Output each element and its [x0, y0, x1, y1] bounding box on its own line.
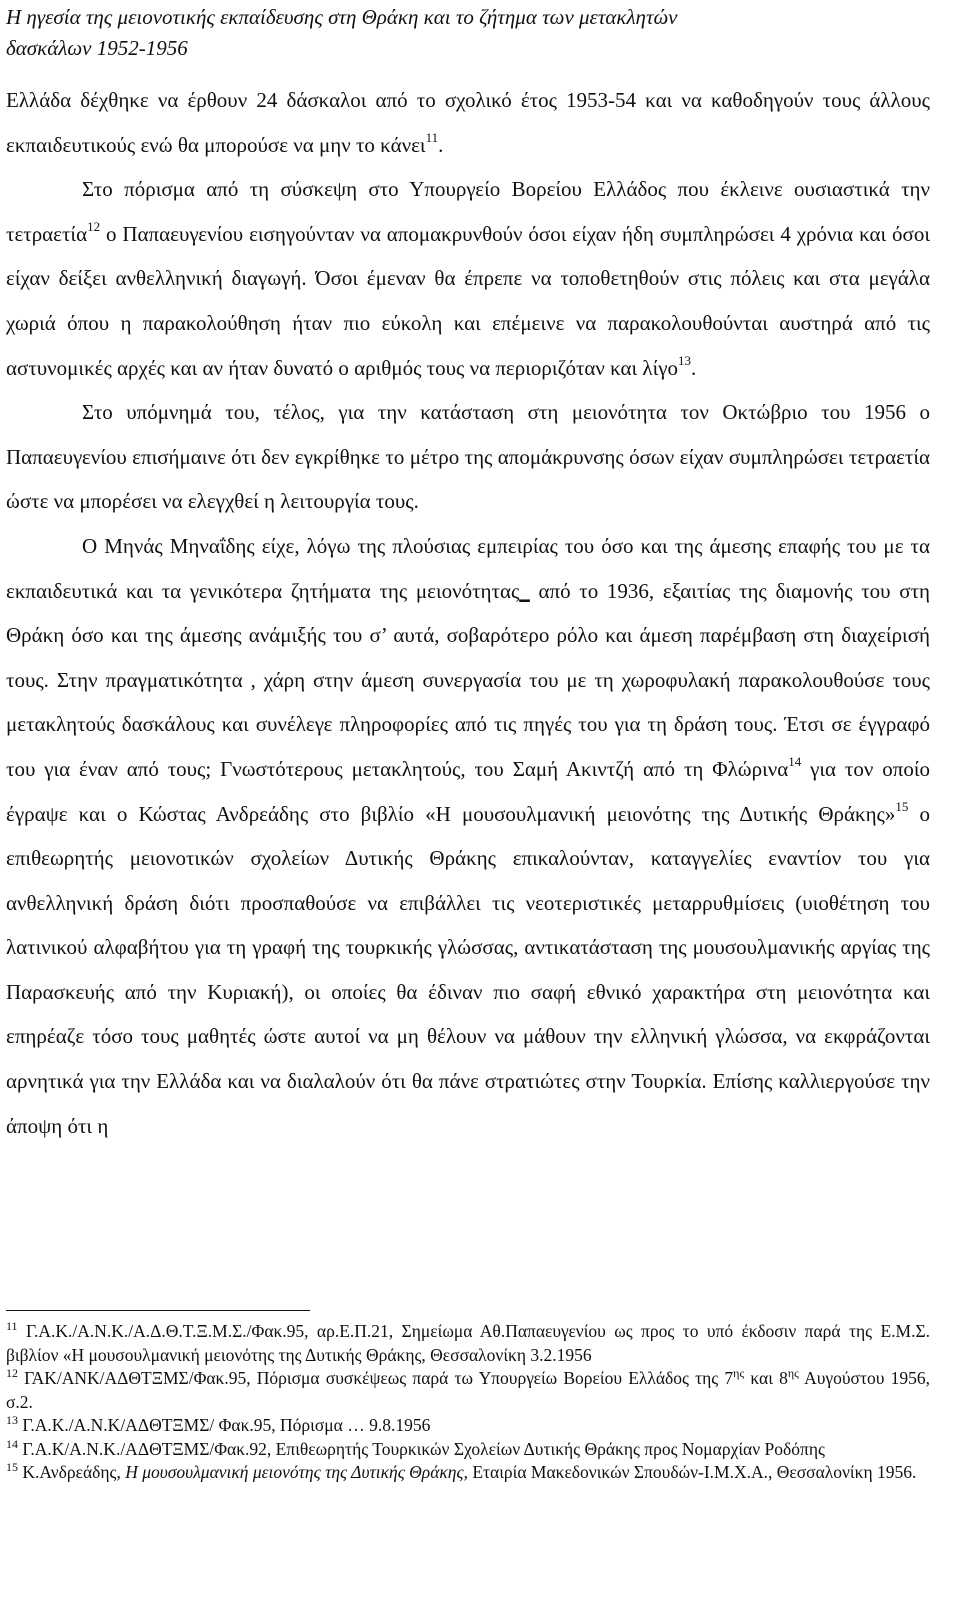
footnote-ref-14[interactable]: 14: [788, 753, 802, 769]
footnote-text: και 8: [744, 1368, 788, 1388]
paragraph-1-tail: .: [438, 132, 444, 157]
footnote-ref-15[interactable]: 15: [895, 798, 909, 814]
footnote-12: [6, 1367, 930, 1414]
paragraph-1: [6, 78, 930, 167]
paragraph-2: [6, 167, 930, 390]
footnotes: [6, 1320, 930, 1485]
footnote-ref-13[interactable]: 13: [678, 352, 692, 368]
paragraph-4-part-d: ο επιθεωρητής μειονοτικών σχολείων Δυτικής Θράκης επικαλούνταν, καταγγελίες εναντίον του για ανθελληνική δράση διότι προσπαθούσε να επιβάλλει τις νεοτεριστικές μεταρρυθμίσεις (υιοθέτηση του λατινικού αλφαβήτου για τη γραφή της τουρκικής γλώσσας, αντικατάσταση της μουσουλμανικής αργίας της Παρασκευής από την Κυριακή), οι οποίες θα έδιναν πιο σαφή εθνικό χαρακτήρα στη μειονότητα και επηρέαζε τόσο τους μαθητές ώστε αυτοί να μη θέλουν να μάθουν την ελληνική γλώσσα, να εκφράζονται αρνητικά για την Ελλάδα και να διαλαλούν ότι θα πάνε στρατιώτες στην Τουρκία. Επίσης καλλιεργούσε την άποψη ότι η: [6, 801, 931, 1138]
paragraph-3: Στο υπόμνημά του, τέλος, για την κατάσταση στη μειονότητα τον Οκτώβριο του 1956 ο Παπαευγενίου επισήμαινε ότι δεν εγκρίθηκε το μέτρο της απομάκρυνσης όσων είχαν συμπληρώσει τετραετία ώστε να μπορέσει να ελεγχθεί η λειτουργία τους.: [6, 400, 930, 514]
paragraph-4-part-c: για τον οποίο έγραψε και ο Κώστας Ανδρεάδης στο βιβλίο «Η μουσουλμανική μειονότης της Δυτικής Θράκης»: [6, 756, 930, 826]
footnote-number: 12: [6, 1366, 18, 1380]
footnote-text: Γ.Α.Κ/Α.Ν.Κ./ΑΔΘΤΞΜΣ/Φακ.92, Επιθεωρητής Τουρκικών Σχολείων Δυτικής Θράκης προς Νομαρχίαν Ροδόπης: [18, 1438, 825, 1459]
paragraph-4-part-b: από το 1936, εξαιτίας της διαμονής του στη Θράκη όσο και της άμεσης ανάμιξής του σ’ αυτά, σοβαρότερο ρόλο και άμεση παρέμβαση στη διαχείρισή τους. Στην πραγματικότητα , χάρη στην άμεση συνεργασία του με τη χωροφυλακή παρακολουθούσε τους μετακλητούς δασκάλους και συνέλεγε πληροφορίες από τις πηγές του για τη δράση τους. Έτσι σε έγγραφό του για έναν από τους; Γνωστότερους μετακλητούς, του Σαμή Ακιντζή από τη Φλώρινα: [6, 578, 931, 781]
footnote-text: Γ.Α.Κ./Α.Ν.Κ/ΑΔΘΤΞΜΣ/ Φακ.95, Πόρισμα … 9.8.1956: [18, 1415, 431, 1435]
header-line-2: δασκάλων 1952-1956: [6, 36, 188, 60]
paragraph-4-part-a: Ο Μηνάς Μηναΐδης είχε, λόγω της πλούσιας εμπειρίας του όσο και της άμεσης επαφής του με τα εκπαιδευτικά και τα γενικότερα ζητήματα της μειονότητας: [6, 533, 930, 603]
footnote-text: Εταιρία Μακεδονικών Σπουδών-Ι.Μ.Χ.Α., Θεσσαλονίκη 1956.: [467, 1462, 917, 1482]
footnote-13: [6, 1414, 930, 1438]
footnote-separator: [6, 1310, 310, 1311]
header-line-1: Η ηγεσία της μειονοτικής εκπαίδευσης στη Θράκη και το ζήτημα των μετακλητών: [6, 5, 678, 29]
footnote-text: Αυγούστου 1956, σ.2.: [6, 1368, 930, 1412]
footnote-text: Κ.Ανδρεάδης,: [18, 1462, 126, 1482]
footnote-14: [6, 1438, 930, 1462]
body-text: [6, 78, 930, 1148]
paragraph-2-part-c: .: [691, 355, 697, 380]
footnote-number: 14: [6, 1436, 18, 1451]
footnote-ref-11[interactable]: 11: [425, 129, 439, 145]
ordinal-suffix: ης: [787, 1366, 799, 1380]
footnote-15: [6, 1461, 930, 1485]
paragraph-2-part-a: Στο πόρισμα από τη σύσκεψη στο Υπουργείο Βορείου Ελλάδος που έκλεινε ουσιαστικά την τετραετία: [6, 177, 930, 246]
underline-mark: _: [519, 578, 530, 603]
footnote-book-title: Η μουσουλμανική μειονότης της Δυτικής Θράκης,: [125, 1462, 468, 1482]
paragraph-2-part-b: ο Παπαευγενίου εισηγούνταν να απομακρυνθούν όσοι είχαν ήδη συμπληρώσει 4 χρόνια και όσοι είχαν δείξει ανθελληνική διαγωγή. Όσοι έμεναν θα έπρεπε να τοποθετηθούν στις πόλεις και στα μεγάλα χωριά όπου η παρακολούθηση ήταν πιο εύκολη και επέμεινε να παρακολουθούνται αυστηρά από τις αστυνομικές αρχές και αν ήταν δυνατό ο αριθμός τους να περιοριζόταν και λίγο: [6, 221, 930, 380]
footnote-number: 15: [6, 1460, 18, 1474]
footnote-11: [6, 1320, 930, 1367]
footnote-ref-12[interactable]: 12: [87, 218, 101, 234]
footnote-text: Γ.Α.Κ./Α.Ν.Κ./Α.Δ.Θ.Τ.Ξ.Μ.Σ./Φακ.95, αρ.Ε.Π.21, Σημείωμα Αθ.Παπαευγενίου ως προς το υπό έκδοσιν παρά της Ε.Μ.Σ. βιβλίον «Η μουσουλμανική μειονότης της Δυτικής Θράκης, Θεσσαλονίκη 3.2.1956: [6, 1321, 930, 1365]
footnote-number: 13: [6, 1413, 18, 1427]
paragraph-4: [6, 524, 930, 1148]
paragraph-1-text: Ελλάδα δέχθηκε να έρθουν 24 δάσκαλοι από το σχολικό έτος 1953-54 και να καθοδηγούν τους άλλους εκπαιδευτικούς ενώ θα μπορούσε να μην το κάνει: [6, 88, 930, 157]
ordinal-suffix: ης: [733, 1366, 745, 1380]
running-header: [6, 0, 930, 64]
footnote-text: ΓΑΚ/ΑΝΚ/ΑΔΘΤΞΜΣ/Φακ.95, Πόρισμα συσκέψεως παρά τω Υπουργείω Βορείου Ελλάδος της 7: [18, 1368, 734, 1388]
footnote-number: 11: [6, 1319, 18, 1333]
